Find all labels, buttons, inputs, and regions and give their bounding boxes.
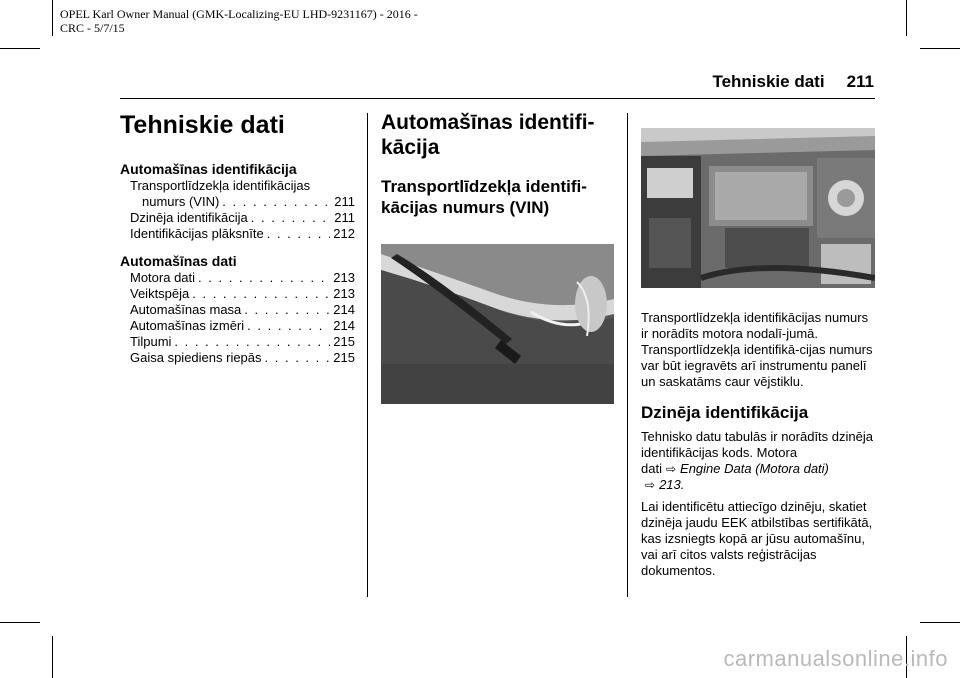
toc-item[interactable]: Veiktspēja . . . 213 [120, 286, 355, 302]
toc-page: 212 [333, 226, 355, 241]
toc-item[interactable]: Automašīnas masa . . . 214 [120, 302, 355, 318]
chapter-contents [120, 110, 355, 366]
crop-mark [52, 0, 53, 36]
document-identifier [60, 7, 520, 35]
header-rule [120, 98, 875, 99]
crop-mark [920, 48, 960, 49]
engine-identification-text: Tehnisko datu tabulās ir norādīts dzinēja identifikācijas kods. Motora dati ⇨ Engine Data (Motora dati) ⇨ 213. [641, 429, 873, 492]
column-middle [381, 110, 614, 218]
column-right [641, 128, 875, 579]
engine-bay-illustration [641, 128, 875, 288]
toc-item[interactable]: Transportlīdzekļa identifikācijas numurs (VIN) . . . 211 [120, 178, 355, 210]
toc-item[interactable]: Identifikācijas plāksnīte . . . 212 [120, 226, 355, 242]
chapter-title: Tehniskie dati [120, 111, 285, 139]
column-divider-left [367, 113, 368, 597]
watermark: carmanualsonline.info [723, 646, 948, 671]
reference-arrow-icon: ⇨ [665, 462, 677, 476]
document-identifier-line2: CRC - 5/7/15 [60, 21, 125, 35]
toc-section-title: Automašīnas identifikācija [120, 161, 297, 177]
crop-mark [0, 622, 40, 623]
column-divider-right [627, 113, 628, 597]
toc-item[interactable]: Motora dati . . . 213 [120, 270, 355, 286]
windshield-vin-illustration [381, 244, 614, 404]
toc-page: 211 [334, 194, 355, 209]
toc-section-identification [120, 160, 355, 242]
toc-item[interactable]: Gaisa spiediens riepās . . . 215 [120, 350, 355, 366]
crop-mark [0, 48, 40, 49]
toc-item[interactable]: Dzinēja identifikācija . . . 211 [120, 210, 355, 226]
running-header [712, 72, 874, 92]
toc-section-vehicle-data [120, 252, 355, 366]
toc-page: 214 [333, 318, 355, 333]
cross-reference-page[interactable]: 213. [659, 477, 685, 492]
toc-item[interactable]: Automašīnas izmēri . . . 214 [120, 318, 355, 334]
toc-page: 213 [333, 286, 355, 301]
cross-reference-link[interactable]: Engine Data (Motora dati) [680, 461, 829, 476]
page-number: 211 [846, 72, 874, 91]
section-heading: Automašīnas identifi- kācija [381, 111, 595, 159]
toc-page: 215 [333, 334, 355, 349]
toc-page: 213 [333, 270, 355, 285]
vin-location-text: Transportlīdzekļa identifikācijas numurs ir norādīts motora nodalī-jumā. Transportlīdzekļa identifikā-cijas numurs var būt iegravēts arī instrumentu panelī un saskatāms caur vējstiklu. [641, 310, 873, 389]
toc-page: 215 [333, 350, 355, 365]
engine-identification-heading: Dzinēja identifikācija [641, 403, 809, 422]
crop-mark [52, 636, 53, 678]
crop-mark [920, 622, 960, 623]
reference-arrow-icon: ⇨ [645, 478, 656, 492]
toc-page: 214 [333, 302, 355, 317]
engine-identification-note: Lai identificētu attiecīgo dzinēju, skatiet dzinēja jaudu EEK atbilstības sertifikātā, kas izsniegts kopā ar jūsu automašīnu, vai arī citos valsts reģistrācijas dokumentos. [641, 499, 873, 578]
crop-mark [906, 0, 907, 36]
toc-section-title: Automašīnas dati [120, 253, 237, 269]
running-header-title: Tehniskie dati [712, 72, 825, 91]
document-identifier-line1: OPEL Karl Owner Manual (GMK-Localizing-EU LHD-9231167) - 2016 - [60, 7, 418, 21]
toc-page: 211 [334, 210, 355, 225]
toc-item[interactable]: Tilpumi . . . 215 [120, 334, 355, 350]
subsection-heading: Transportlīdzekļa identifi- kācijas numurs (VIN) [381, 177, 587, 217]
